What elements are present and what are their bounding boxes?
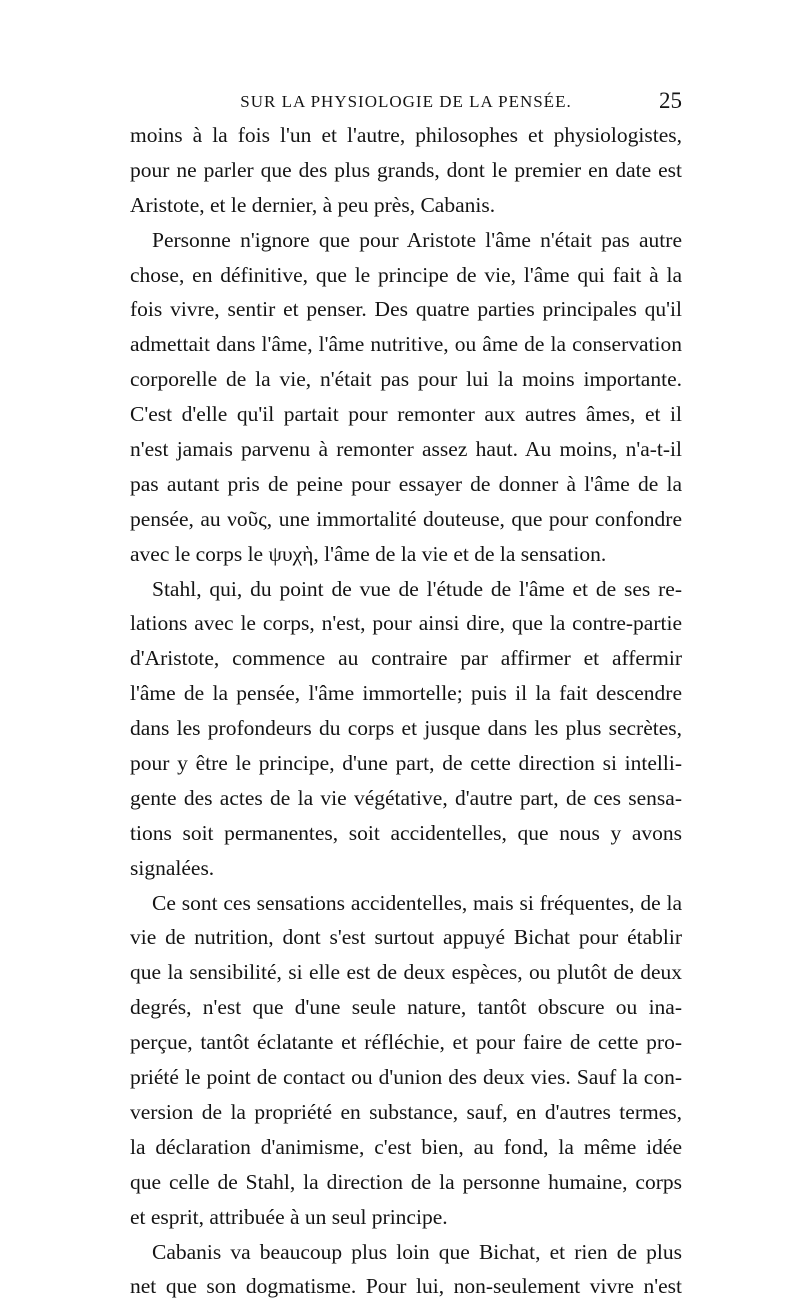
text-line: signalées. [130, 855, 215, 880]
text-line: moins à la fois l'un et l'autre, philosophes et physiologistes, [130, 123, 682, 147]
text-line: Personne n'ignore que pour Aristote l'âme n'était pas autre [152, 227, 682, 252]
text-line: pensée, au νοῦς, une immortalité douteuse, que pour confondre [130, 506, 682, 531]
running-title: SUR LA PHYSIOLOGIE DE LA PENSÉE. [240, 92, 572, 111]
text-line: pas autant pris de peine pour essayer de donner à l'âme de la [130, 471, 682, 496]
text-line: perçue, tantôt éclatante et réfléchie, et pour faire de cette pro- [130, 1030, 682, 1055]
text-line: l'âme de la pensée, l'âme immortelle; puis il la fait descendre [130, 681, 682, 706]
page-number: 25 [659, 88, 682, 113]
text-line: pour y être le principe, d'une part, de cette direction si intelli- [130, 751, 682, 776]
text-line: vie de nutrition, dont s'est surtout appuyé Bichat pour établir [130, 925, 682, 950]
text-line: Cabanis va beaucoup plus loin que Bichat, et rien de plus [152, 1239, 682, 1264]
body-text [130, 118, 682, 1304]
text-line: version de la propriété en substance, sauf, en d'autres termes, [130, 1099, 682, 1124]
text-line: et esprit, attribuée à un seul principe. [130, 1204, 448, 1229]
running-head [130, 88, 682, 116]
text-line: degrés, n'est que d'une seule nature, tantôt obscure ou ina- [130, 995, 682, 1020]
text-line: fois vivre, sentir et penser. Des quatre parties principales qu'il [130, 297, 682, 322]
text-line: tions soit permanentes, soit accidentelles, que nous y avons [130, 820, 682, 845]
text-line: que la sensibilité, si elle est de deux espèces, ou plutôt de deux [130, 960, 682, 985]
text-line: n'est jamais parvenu à remonter assez haut. Au moins, n'a-t-il [130, 437, 682, 462]
text-line: la déclaration d'animisme, c'est bien, au fond, la même idée [130, 1134, 682, 1159]
text-line: C'est d'elle qu'il partait pour remonter aux autres âmes, et il [130, 402, 682, 427]
text-line: pour ne parler que des plus grands, dont le premier en date est [130, 157, 682, 182]
text-line: Aristote, et le dernier, à peu près, Cabanis. [130, 192, 496, 217]
text-line: avec le corps le ψυχὴ, l'âme de la vie et de la sensation. [130, 541, 607, 566]
text-line: gente des actes de la vie végétative, d'autre part, de ces sensa- [130, 785, 682, 810]
text-line: dans les profondeurs du corps et jusque dans les plus secrètes, [130, 716, 682, 741]
text-line: Ce sont ces sensations accidentelles, mais si fréquentes, de la [152, 890, 682, 915]
text-line: que celle de Stahl, la direction de la personne humaine, corps [130, 1169, 682, 1194]
text-line: priété le point de contact ou d'union des deux vies. Sauf la con- [130, 1065, 682, 1090]
text-line: d'Aristote, commence au contraire par affirmer et affermir [130, 646, 682, 671]
text-line: corporelle de la vie, n'était pas pour lui la moins importante. [130, 367, 682, 392]
text-line: chose, en définitive, que le principe de vie, l'âme qui fait à la [130, 262, 682, 287]
text-line: lations avec le corps, n'est, pour ainsi dire, que la contre-partie [130, 611, 682, 636]
text-line: admettait dans l'âme, l'âme nutritive, ou âme de la conservation [130, 332, 682, 357]
text-line: net que son dogmatisme. Pour lui, non-seulement vivre n'est [130, 1274, 682, 1299]
text-line: Stahl, qui, du point de vue de l'étude de l'âme et de ses re- [152, 576, 682, 601]
